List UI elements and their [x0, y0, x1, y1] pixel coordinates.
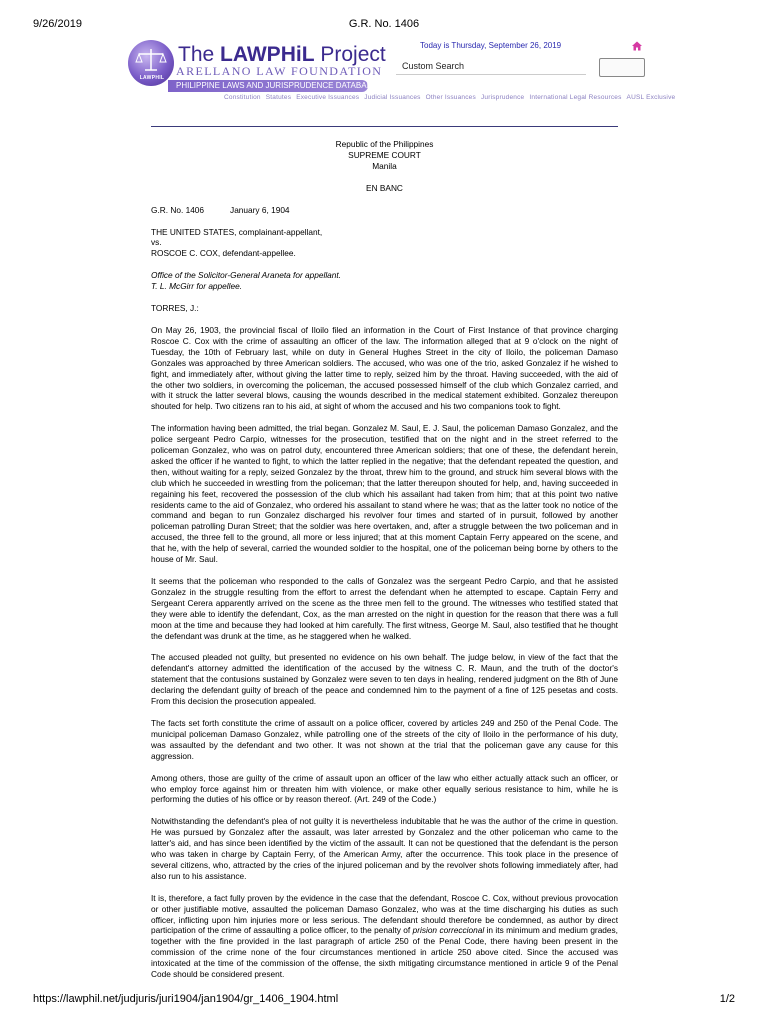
nav-statutes[interactable]: Statutes [265, 94, 292, 101]
counsel-appellant: Office of the Solicitor-General Araneta for appellant. [151, 270, 342, 281]
court-line-1: Republic of the Philippines [335, 139, 434, 149]
party-appellant: THE UNITED STATES, complainant-appellant, [151, 226, 323, 237]
party-appellee: ROSCOE C. COX, defendant-appellee. [151, 248, 296, 259]
print-page-number: 1/2 [719, 993, 735, 1005]
counsel-appellee: T. L. McGirr for appellee. [151, 281, 242, 292]
ponente: TORRES, J.: [151, 303, 199, 314]
paragraph-7: Notwithstanding the defendant's plea of not guilty it is nevertheless indubitable that he was the author of the crime in question. He was pursued by Gonzalez after the assault, was later arrested by Gonzalez and the other policeman who came to the latter's aid, and has since been identified by the victim of the assault. It can not be questioned that the defendant is the person who was taken in charge by Captain Ferry, of the American Army, after the occurrence. This took place in the presence of several citizens, who, attracted by the cries of the injured policeman and by the revolver shots following immediately after, had also run to his assistance. [151, 816, 618, 881]
header-divider [151, 126, 618, 127]
paragraph-2: The information having been admitted, the trial began. Gonzalez M. Saul, E. J. Saul, the policeman Damaso Gonzalez, and the police sergeant Pedro Carpio, witnesses for the prosecution, testified that on the night and in the street referred to the policeman Gonzalez, who was on patrol duty, encountered three American soldiers; that one of these, the defendant herein, asked the officer if he wanted to fight, to which the latter replied in the negative; that the defendant repeated the question, and then, without waiting for a reply, seized Gonzalez by the throat, threw him to the ground, and struck him several blows with the club which he succeeded in wrestling from the policeman; that the latter thereupon shouted for help, and, having succeeded in regaining his feet, recovered the possession of the club which his assailant had taken from him; that at this point two native residents came to the aid of Gonzalez, who ordered his assailant to stand where he was; that as the latter took no notice of the command and began to run Gonzalez discharged his revolver four times and started of in pursuit, followed by another policeman patrolling Duran Street; that the soldier was here overtaken, and, after a struggle between the two policeman and in accused, the three fell to the ground, all more or less injured; that at this moment Captain Ferry appeared on the scene, and that he, with the help of several, carried the wounded soldier to the hospital, one of the policeman being borne by others to the house of Mr. Saul. [151, 423, 618, 565]
nav-other-issuances[interactable]: Other Issuances [425, 94, 476, 101]
case-number-line [151, 205, 618, 216]
nav-judicial-issuances[interactable]: Judicial Issuances [364, 94, 421, 101]
paragraph-8-part-b: in its minimum and medium grades, together with the fine provided in the last paragraph of article 250 of the Penal Code, there having been present in the commission of the crime none of the four circumstances mentioned in article 250 above cited. Since the accused was intoxicated at the time of the commission of the offense, the sixth mitigating circumstance mentioned in article 9 of the Penal Code should be considered present. [151, 925, 618, 980]
court-line-3: Manila [372, 160, 397, 171]
print-url[interactable]: https://lawphil.net/judjuris/juri1904/jan1904/gr_1406_1904.html [33, 993, 339, 1005]
print-title: G.R. No. 1406 [348, 18, 420, 30]
custom-search-input[interactable] [396, 58, 586, 75]
brand-bar-text: PHILIPPINE LAWS AND JURISPRUDENCE DATABANK [176, 81, 378, 90]
paragraph-4: The accused pleaded not guilty, but presented no evidence on his own behalf. The judge below, in view of the fact that the defendant's attorney admitted the identification of the accused by the witness C. R. Maun, and the truth of the doctor's statement that the contusions sustained by Gonzalez were seven to ten days in healing, rendered judgment on the 8th of June declaring the defendant guilty of breach of the peace and condemned him to the payment of a fine of 125 pesetas and costs. From this decision the prosecution appealed. [151, 652, 618, 707]
search-button[interactable] [599, 58, 645, 77]
paragraph-6: Among others, those are guilty of the crime of assault upon an officer of the law who either actually attack such an officer, or who employ force against him or threaten him with violence, or make other equally serious resistance to him, while he is performing the duties of his office or by reason thereof. (Art. 249 of the Code.) [151, 772, 618, 805]
division: EN BANC [366, 182, 403, 193]
nav-constitution[interactable]: Constitution [224, 94, 261, 101]
logo-caption: LAWPHIL [139, 75, 165, 81]
home-icon[interactable] [631, 40, 643, 52]
brand-subtitle: ARELLANO LAW FOUNDATION [176, 64, 383, 78]
brand-title-prefix: The [178, 43, 221, 66]
gr-number: G.R. No. 1406 [151, 204, 205, 215]
nav-links [224, 94, 680, 101]
gr-date: January 6, 1904 [230, 204, 290, 215]
brand-bar [168, 80, 378, 92]
brand-title-name: LAWPHiL [220, 43, 315, 66]
print-footer [33, 993, 735, 1007]
print-header [33, 18, 735, 32]
paragraph-8 [151, 893, 618, 980]
nav-international-legal-resources[interactable]: International Legal Resources [529, 94, 622, 101]
paragraph-8-emphasis: prision correccional [412, 925, 485, 936]
nav-ausl-exclusive[interactable]: AUSL Exclusive [626, 94, 676, 101]
print-date: 9/26/2019 [33, 18, 82, 30]
search-placeholder: Custom Search [402, 61, 465, 71]
nav-jurisprudence[interactable]: Jurisprudence [480, 94, 525, 101]
paragraph-1: On May 26, 1903, the provincial fiscal of Iloilo filed an information in the Court of First Instance of that province charging Roscoe C. Cox with the crime of assaulting an officer of the law. The information alleged that at 9 o'clock on the night of Tuesday, the 10th of February last, while on duty in General Hughes Street in the city of Iloilo, the policeman Damaso Gonzales was approached by three American soldiers. The accused, who was one of the trio, asked Gonzalez if he wished to fight, and immediately after, without giving the latter time to reply, seized him by the throat. Having succeeded, with the aid of the other two soldiers, in overcoming the policeman, the accused possessed himself of the club which Gonzalez carried, and with it struck the latter several blows, causing the wounds described in the medical statement exhibited. Gonzalez thereupon shouted for help. Two citizens ran to his aid, at sight of whom the accused and his two companions took to fight. [151, 324, 618, 412]
decision-body [151, 139, 618, 991]
court-line-2: SUPREME COURT [348, 149, 421, 160]
nav-executive-issuances[interactable]: Executive Issuances [296, 94, 360, 101]
paragraph-3: It seems that the policeman who responded to the calls of Gonzalez was the sergeant Pedro Carpio, and that he assisted Gonzalez in the struggle resulting from the effort to arrest the defendant when he attempted to escape. Captain Ferry and Sergeant Cerera apparently arrived on the scene as the three men fell to the ground. The witnesses who testified stated that they were able to identify the defendant, Cox, as the man arrested on the night in question for the reason that there was a full moon at the time and because they had looked at him carefully. The first witness, George M. Saul, also testified that he thought the defendant was drunk at the time, as he staggered when he walked. [151, 576, 618, 641]
versus: vs. [151, 237, 162, 248]
paragraph-5: The facts set forth constitute the crime of assault on a police officer, covered by articles 249 and 250 of the Penal Code. The municipal policeman Damaso Gonzalez, while patrolling one of the streets of the city of Iloilo in the performance of his duty, was assaulted by the defendant and two other. It was not shown at the trial that the policeman gave any cause for this aggression. [151, 717, 618, 761]
brand-title-suffix: Project [314, 43, 386, 66]
scales-icon [134, 46, 168, 74]
paragraph-8-part-a: It is, therefore, a fact fully proven by the evidence in the case that the defendant, Roscoe C. Cox, without previous provocation or other justifiable motive, assaulted the policeman Damaso Gonzalez, who was at the time discharging his duties as such officer, inflicting upon him injuries more or less serious. The defendant should therefore be condemned, as author by direct participation of the crime of assaulting a police officer, to the penalty of [151, 892, 618, 936]
today-date: Today is Thursday, September 26, 2019 [420, 41, 562, 50]
